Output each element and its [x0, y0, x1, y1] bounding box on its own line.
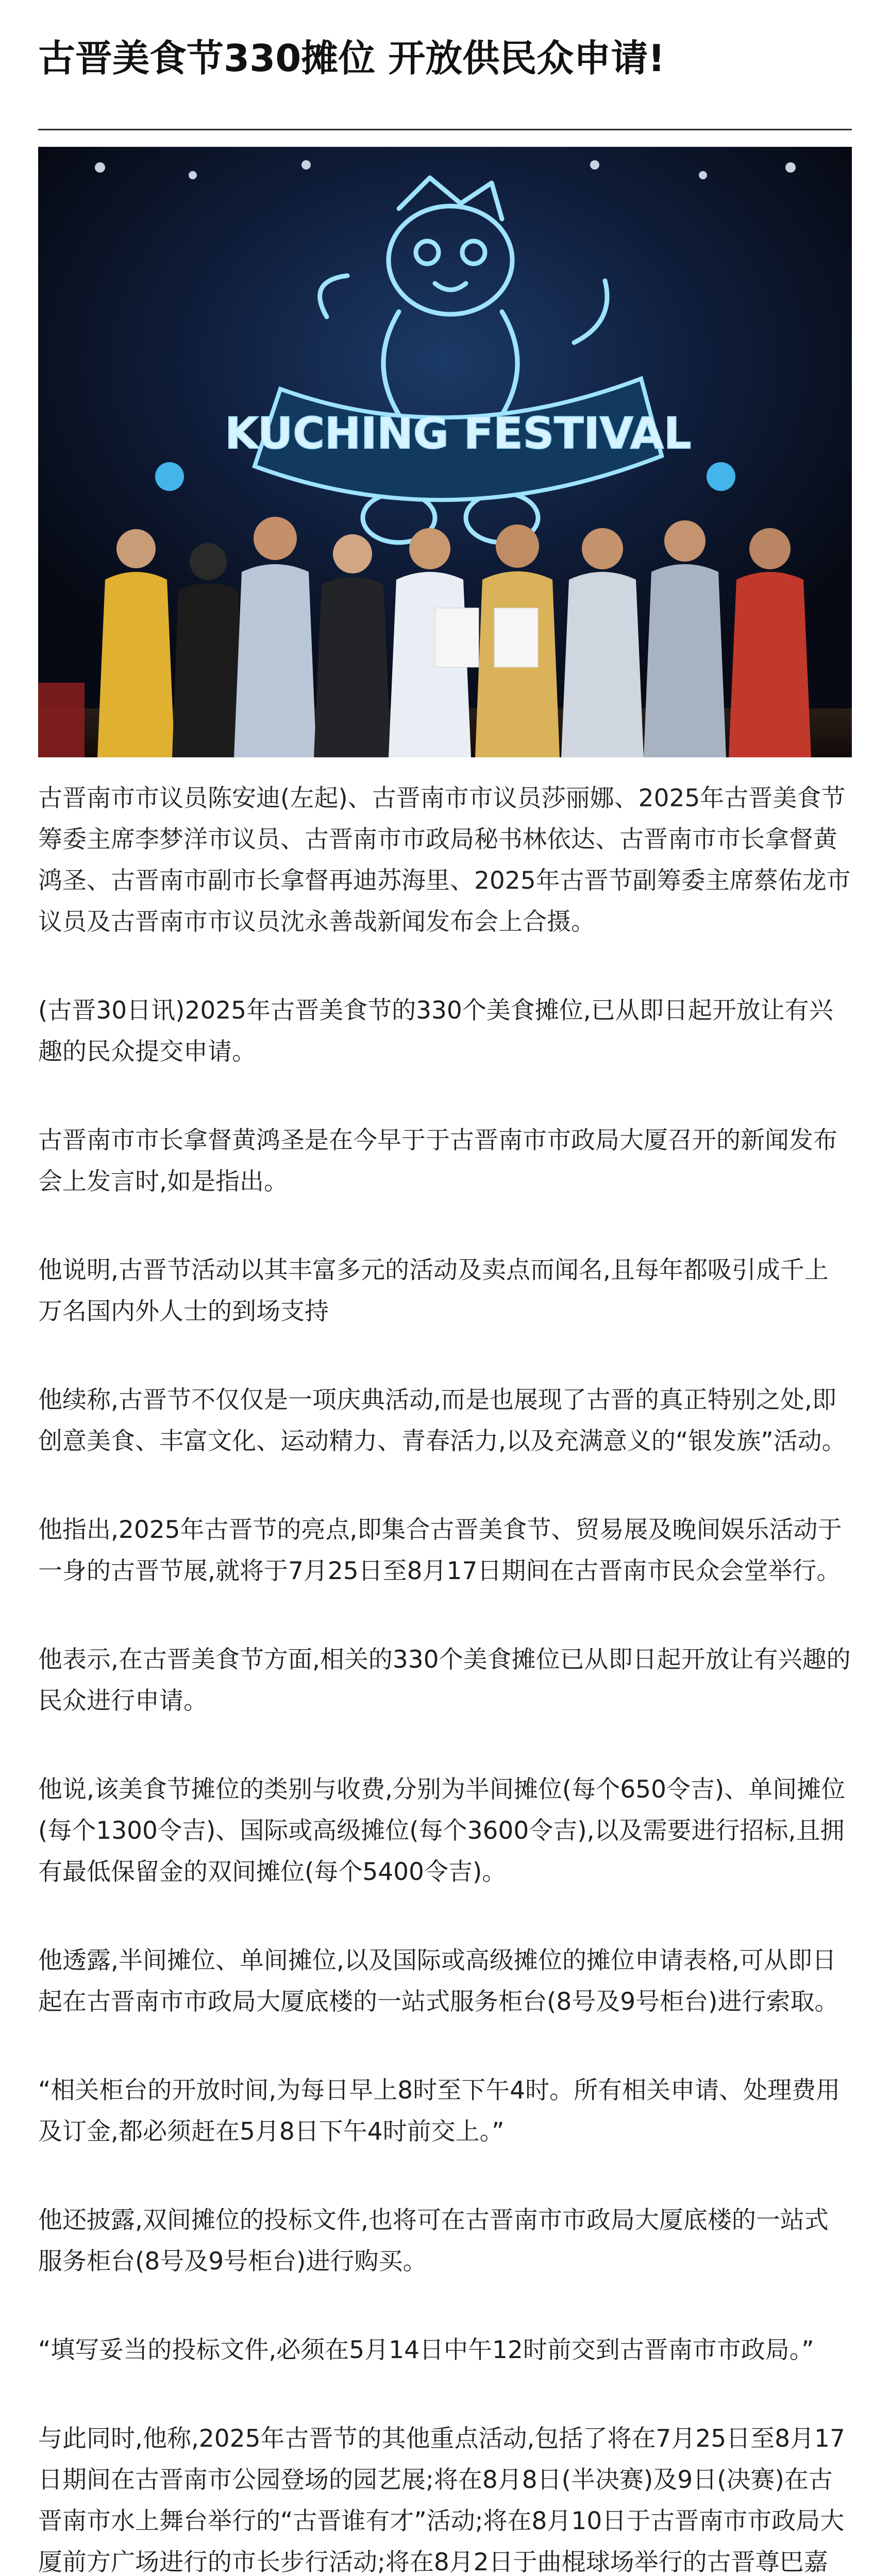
- paragraph-1: (古晋30日讯)2025年古晋美食节的330个美食摊位,已从即日起开放让有兴趣的民众提交申请。: [38, 996, 833, 1066]
- paragraph-7: 他说,该美食节摊位的类别与收费,分别为半间摊位(每个650令吉)、单间摊位(每个1300令吉)、国际或高级摊位(每个3600令吉),以及需要进行招标,且拥有最低保留金的双间摊位(每个5400令吉)。: [38, 1775, 846, 1886]
- paragraph-12: 与此同时,他称,2025年古晋节的其他重点活动,包括了将在7月25日至8月17日期间在古晋南市公园登场的园艺展;将在8月8日(半决赛)及9日(决赛)在古晋南市水上舞台举行的“古晋谁有才”活动;将在8月10日于古晋南市市政局大厦前方广场进行的市长步行活动;将在8月2日于曲棍球场举行的古晋尊巴嘉: [38, 2425, 845, 2576]
- banner-text: KUCHING FESTIVAL: [225, 408, 692, 459]
- paragraph-2: 古晋南市市长拿督黄鸿圣是在今早于于古晋南市市政局大厦召开的新闻发布会上发言时,如是指出。: [38, 1126, 837, 1196]
- title-divider: [38, 129, 852, 130]
- paragraph-10: 他还披露,双间摊位的投标文件,也将可在古晋南市市政局大厦底楼的一站式服务柜台(8号及9号柜台)进行购买。: [38, 2206, 829, 2276]
- press-conference-photo: [38, 147, 852, 757]
- article-body: [38, 778, 852, 2576]
- paragraph-9: “相关柜台的开放时间,为每日早上8时至下午4时。所有相关申请、处理费用及订金,都必须赶在5月8日下午4时前交上。”: [38, 2076, 841, 2146]
- paragraph-11: “填写妥当的投标文件,必须在5月14日中午12时前交到古晋南市市政局。”: [38, 2336, 814, 2364]
- article-title: 古晋美食节330摊位 开放供民众申请!: [38, 37, 665, 80]
- paragraph-3: 他说明,古晋节活动以其丰富多元的活动及卖点而闻名,且每年都吸引成千上万名国内外人士的到场支持: [38, 1256, 829, 1326]
- paragraph-4: 他续称,古晋节不仅仅是一项庆典活动,而是也展现了古晋的真正特别之处,即创意美食、丰富文化、运动精力、青春活力,以及充满意义的“银发族”活动。: [38, 1386, 846, 1455]
- photo-caption: 古晋南市市议员陈安迪(左起)、古晋南市市议员莎丽娜、2025年古晋美食节筹委主席李梦洋市议员、古晋南市市政局秘书林依达、古晋南市市长拿督黄鸿圣、古晋南市副市长拿督再迪苏海里、2025年古晋节副筹委主席蔡佑龙市议员及古晋南市市议员沈永善哉新闻发布会上合摄。: [38, 784, 851, 936]
- paragraph-5: 他指出,2025年古晋节的亮点,即集合古晋美食节、贸易展及晚间娱乐活动于一身的古晋节展,就将于7月25日至8月17日期间在古晋南市民众会堂举行。: [38, 1516, 842, 1585]
- paragraph-6: 他表示,在古晋美食节方面,相关的330个美食摊位已从即日起开放让有兴趣的民众进行申请。: [38, 1646, 851, 1715]
- photo-illustration: [38, 147, 852, 757]
- paragraph-8: 他透露,半间摊位、单间摊位,以及国际或高级摊位的摊位申请表格,可从即日起在古晋南市市政局大厦底楼的一站式服务柜台(8号及9号柜台)进行索取。: [38, 1946, 839, 2016]
